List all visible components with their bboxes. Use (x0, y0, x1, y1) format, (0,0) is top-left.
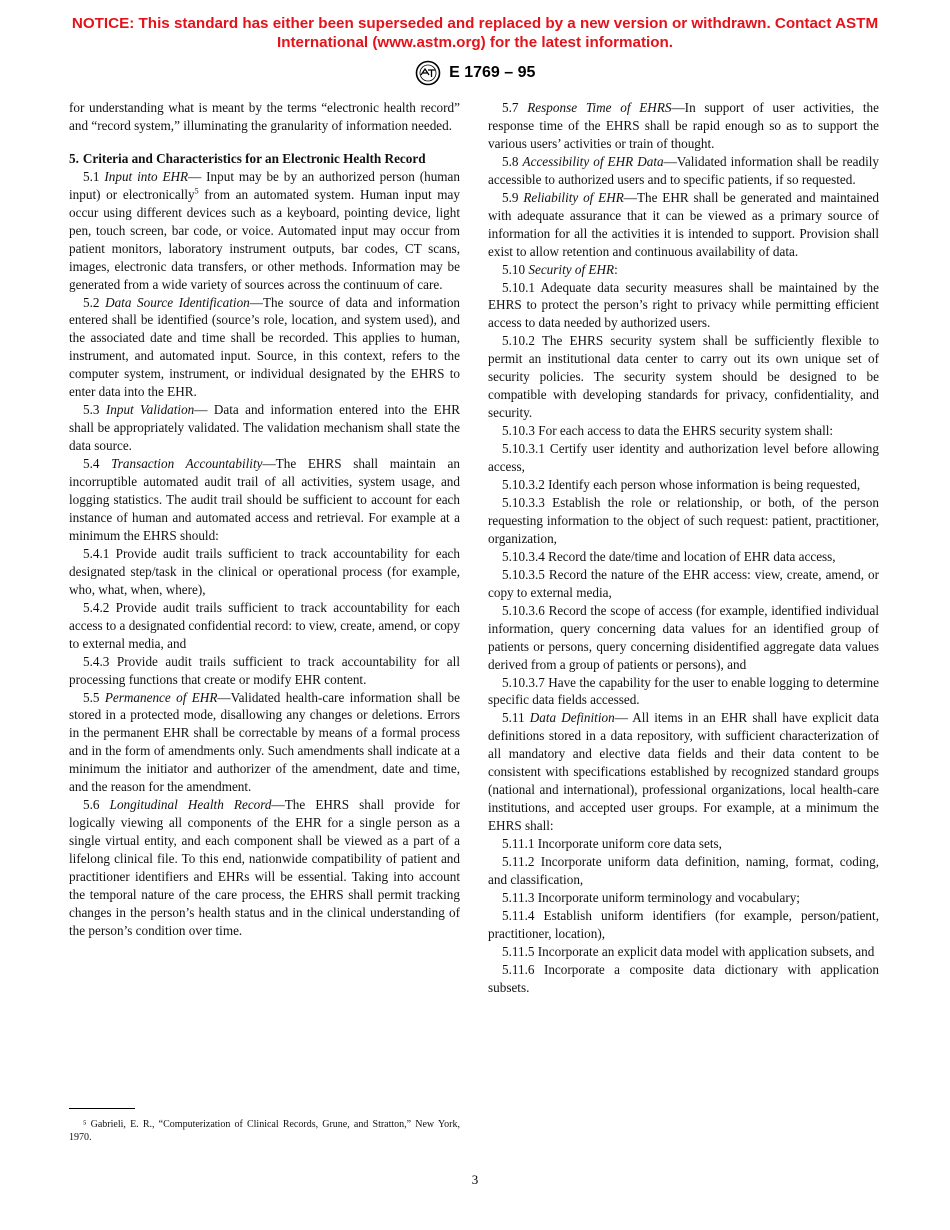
clause-5-10-3-6: 5.10.3.6 Record the scope of access (for example, identified individual information, query concerning data values for an identified group of patients or persons, query concerning disidentified aggregate data values derived from a group of patients or persons), and (488, 602, 879, 672)
footnote-ref-5: 5 (194, 186, 199, 196)
clause-5-10-2: 5.10.2 The EHRS security system shall be sufficiently flexible to permit an institutional data center to carry out its own unique set of security policies. The security system should be designed to be compatible with developing standards for privacy, confidentiality, and security. (488, 333, 879, 421)
clause-5-3: 5.3 Input Validation— Data and information entered into the EHR shall be appropriately validated. The validation mechanism shall state the data source. (69, 402, 461, 454)
right-column (488, 99, 879, 997)
section-5-heading (69, 150, 460, 168)
astm-logo-icon (415, 60, 441, 86)
clause-5-11-6: 5.11.6 Incorporate a composite data dictionary with application subsets. (488, 961, 879, 995)
clause-5-4-1: 5.4.1 Provide audit trails sufficient to track accountability for each designated step/task in the clinical or operational process (for example, who, what, when, where), (69, 545, 460, 597)
document-header (0, 60, 950, 86)
section-title: Criteria and Characteristics for an Electronic Health Record (82, 150, 426, 166)
clause-5-10: 5.10 Security of EHR: (502, 261, 618, 277)
page-number: 3 (471, 1172, 479, 1187)
clause-5-6: 5.6 Longitudinal Health Record—The EHRS shall provide for logically viewing all components of the EHR for a single person as a single virtual entity, and each component shall be viewed as a part of a lifelong clinical file. To this end, nationwide compatibility of patient and practitioner identifiers and EHRs will be essential. Taking into account the temporal nature of the care process, the EHRS shall permit tracking changes in the person’s health status and in the clinical understanding of the person’s condition over time. (69, 797, 461, 938)
clause-5-11: 5.11 Data Definition— All items in an EHR shall have explicit data definitions stored in a data repository, with sufficient characterization of all mandatory and elective data fields and their data content to be consistent with specifications established by recognized standard groups (national and international), professional organizations, local health-care institutions, and accepted user groups. For example, at a minimum the EHRS shall: (488, 710, 879, 834)
clause-5-10-3-5: 5.10.3.5 Record the nature of the EHR access: view, create, amend, or copy to external media, (488, 566, 879, 600)
supersession-notice: NOTICE: This standard has either been superseded and replaced by a new version or withdrawn. Contact ASTM International (www.astm.org) for the latest information. (71, 15, 879, 51)
clause-5-7: 5.7 Response Time of EHRS—In support of user activities, the response time of the EHRS shall be rapid enough so as to support the various users’ activities or train of thought. (488, 100, 879, 151)
clause-5-10-3-2: 5.10.3.2 Identify each person whose information is being requested, (502, 477, 861, 493)
clause-5-11-2: 5.11.2 Incorporate uniform data definition, naming, format, coding, and classification, (488, 854, 879, 887)
clause-5-11-4: 5.11.4 Establish uniform identifiers (for example, person/patient, practitioner, location), (488, 907, 879, 941)
clause-5-10-1: 5.10.1 Adequate data security measures shall be maintained by the EHRS to protect the person’s right to privacy while permitting efficient access to data needed by authorized users. (488, 279, 879, 331)
clause-5-10-3-3: 5.10.3.3 Establish the role or relationship, or both, of the person requesting information to the object of such request: patient, practitioner, organization, (488, 494, 879, 546)
clause-5-11-3: 5.11.3 Incorporate uniform terminology and vocabulary; (502, 889, 800, 905)
left-column (69, 99, 460, 940)
clause-5-8: 5.8 Accessibility of EHR Data—Validated information shall be readily accessible to authorized users and to specific patients, if so requested. (488, 153, 879, 187)
clause-5-10-3-4: 5.10.3.4 Record the date/time and location of EHR data access, (502, 548, 836, 564)
clause-5-10-3-7: 5.10.3.7 Have the capability for the user to enable logging to determine specific data fields accessed. (488, 674, 879, 708)
clause-5-2: 5.2 Data Source Identification—The source of data and information entered shall be identified (source’s role, location, and system used), and the associated date and time shall be recorded. This applies to human, instrument, and automated input. Source, in this context, refers to the computer system, instrument, or individual designated by the EHRS to enter data into the EHR. (69, 294, 461, 400)
clause-5-11-5: 5.11.5 Incorporate an explicit data model with application subsets, and (502, 943, 875, 959)
clause-5-10-3: 5.10.3 For each access to data the EHRS security system shall: (502, 423, 834, 439)
footnote-5: ⁵ Gabrieli, E. R., “Computerization of Clinical Records, Grune, and Stratton,” New York, 1970. (69, 1119, 460, 1143)
standard-designation: E 1769 – 95 (449, 64, 536, 82)
clause-5-4-2: 5.4.2 Provide audit trails sufficient to track accountability for each access to a designated confidential record: to view, create, amend, or copy to external media, and (69, 599, 460, 651)
clause-5-11-1: 5.11.1 Incorporate uniform core data sets, (502, 836, 722, 852)
clause-5-10-3-1: 5.10.3.1 Certify user identity and authorization level before allowing access, (488, 441, 879, 475)
clause-5-9: 5.9 Reliability of EHR—The EHR shall be generated and maintained with adequate assurance that it can be viewed as a primary source of information for all the activities it is intended to support. Provision shall exist to allow retention and continuous availability of data. (488, 189, 879, 259)
clause-5-1: 5.1 Input into EHR— Input may be by an authorized person (human input) or electronically$^5$ from an automated system. Human input may occur using different devices such as a keyboard, pointing device, light pen, touch screen, bar code, or voice. Automated input may occur from patient monitors, laboratory instrument outputs, bar codes, CT scans, images, electronic data transfers, or other methods. Information may be generated from a wide variety of sources across the continuum of care. (69, 168, 460, 292)
intro-paragraph: for understanding what is meant by the terms “electronic health record” and “record system,” illuminating the granularity of information needed. (69, 100, 460, 133)
clause-5-4-3: 5.4.3 Provide audit trails sufficient to track accountability for all processing functions that create or modify EHR content. (69, 653, 460, 687)
clause-5-5: 5.5 Permanence of EHR—Validated health-care information shall be stored in a protected mode, disallowing any changes or deletions. Errors in the permanent EHR shall be correctable by means of a formal process and in the form of amendments only. Such amendments shall indicate at a minimum the initiator and authorizer of the amendment, date and time, and the reason for the amendment. (69, 689, 461, 795)
section-number: 5. (69, 150, 79, 166)
footnote-divider (69, 1108, 135, 1109)
clause-5-4: 5.4 Transaction Accountability—The EHRS shall maintain an incorruptible automated audit trail of all activities, system usage, and logging statistics. The audit trail should be sufficient to account for each instance of human and automated access and retrieval. For example at a minimum the EHRS should: (69, 456, 460, 543)
